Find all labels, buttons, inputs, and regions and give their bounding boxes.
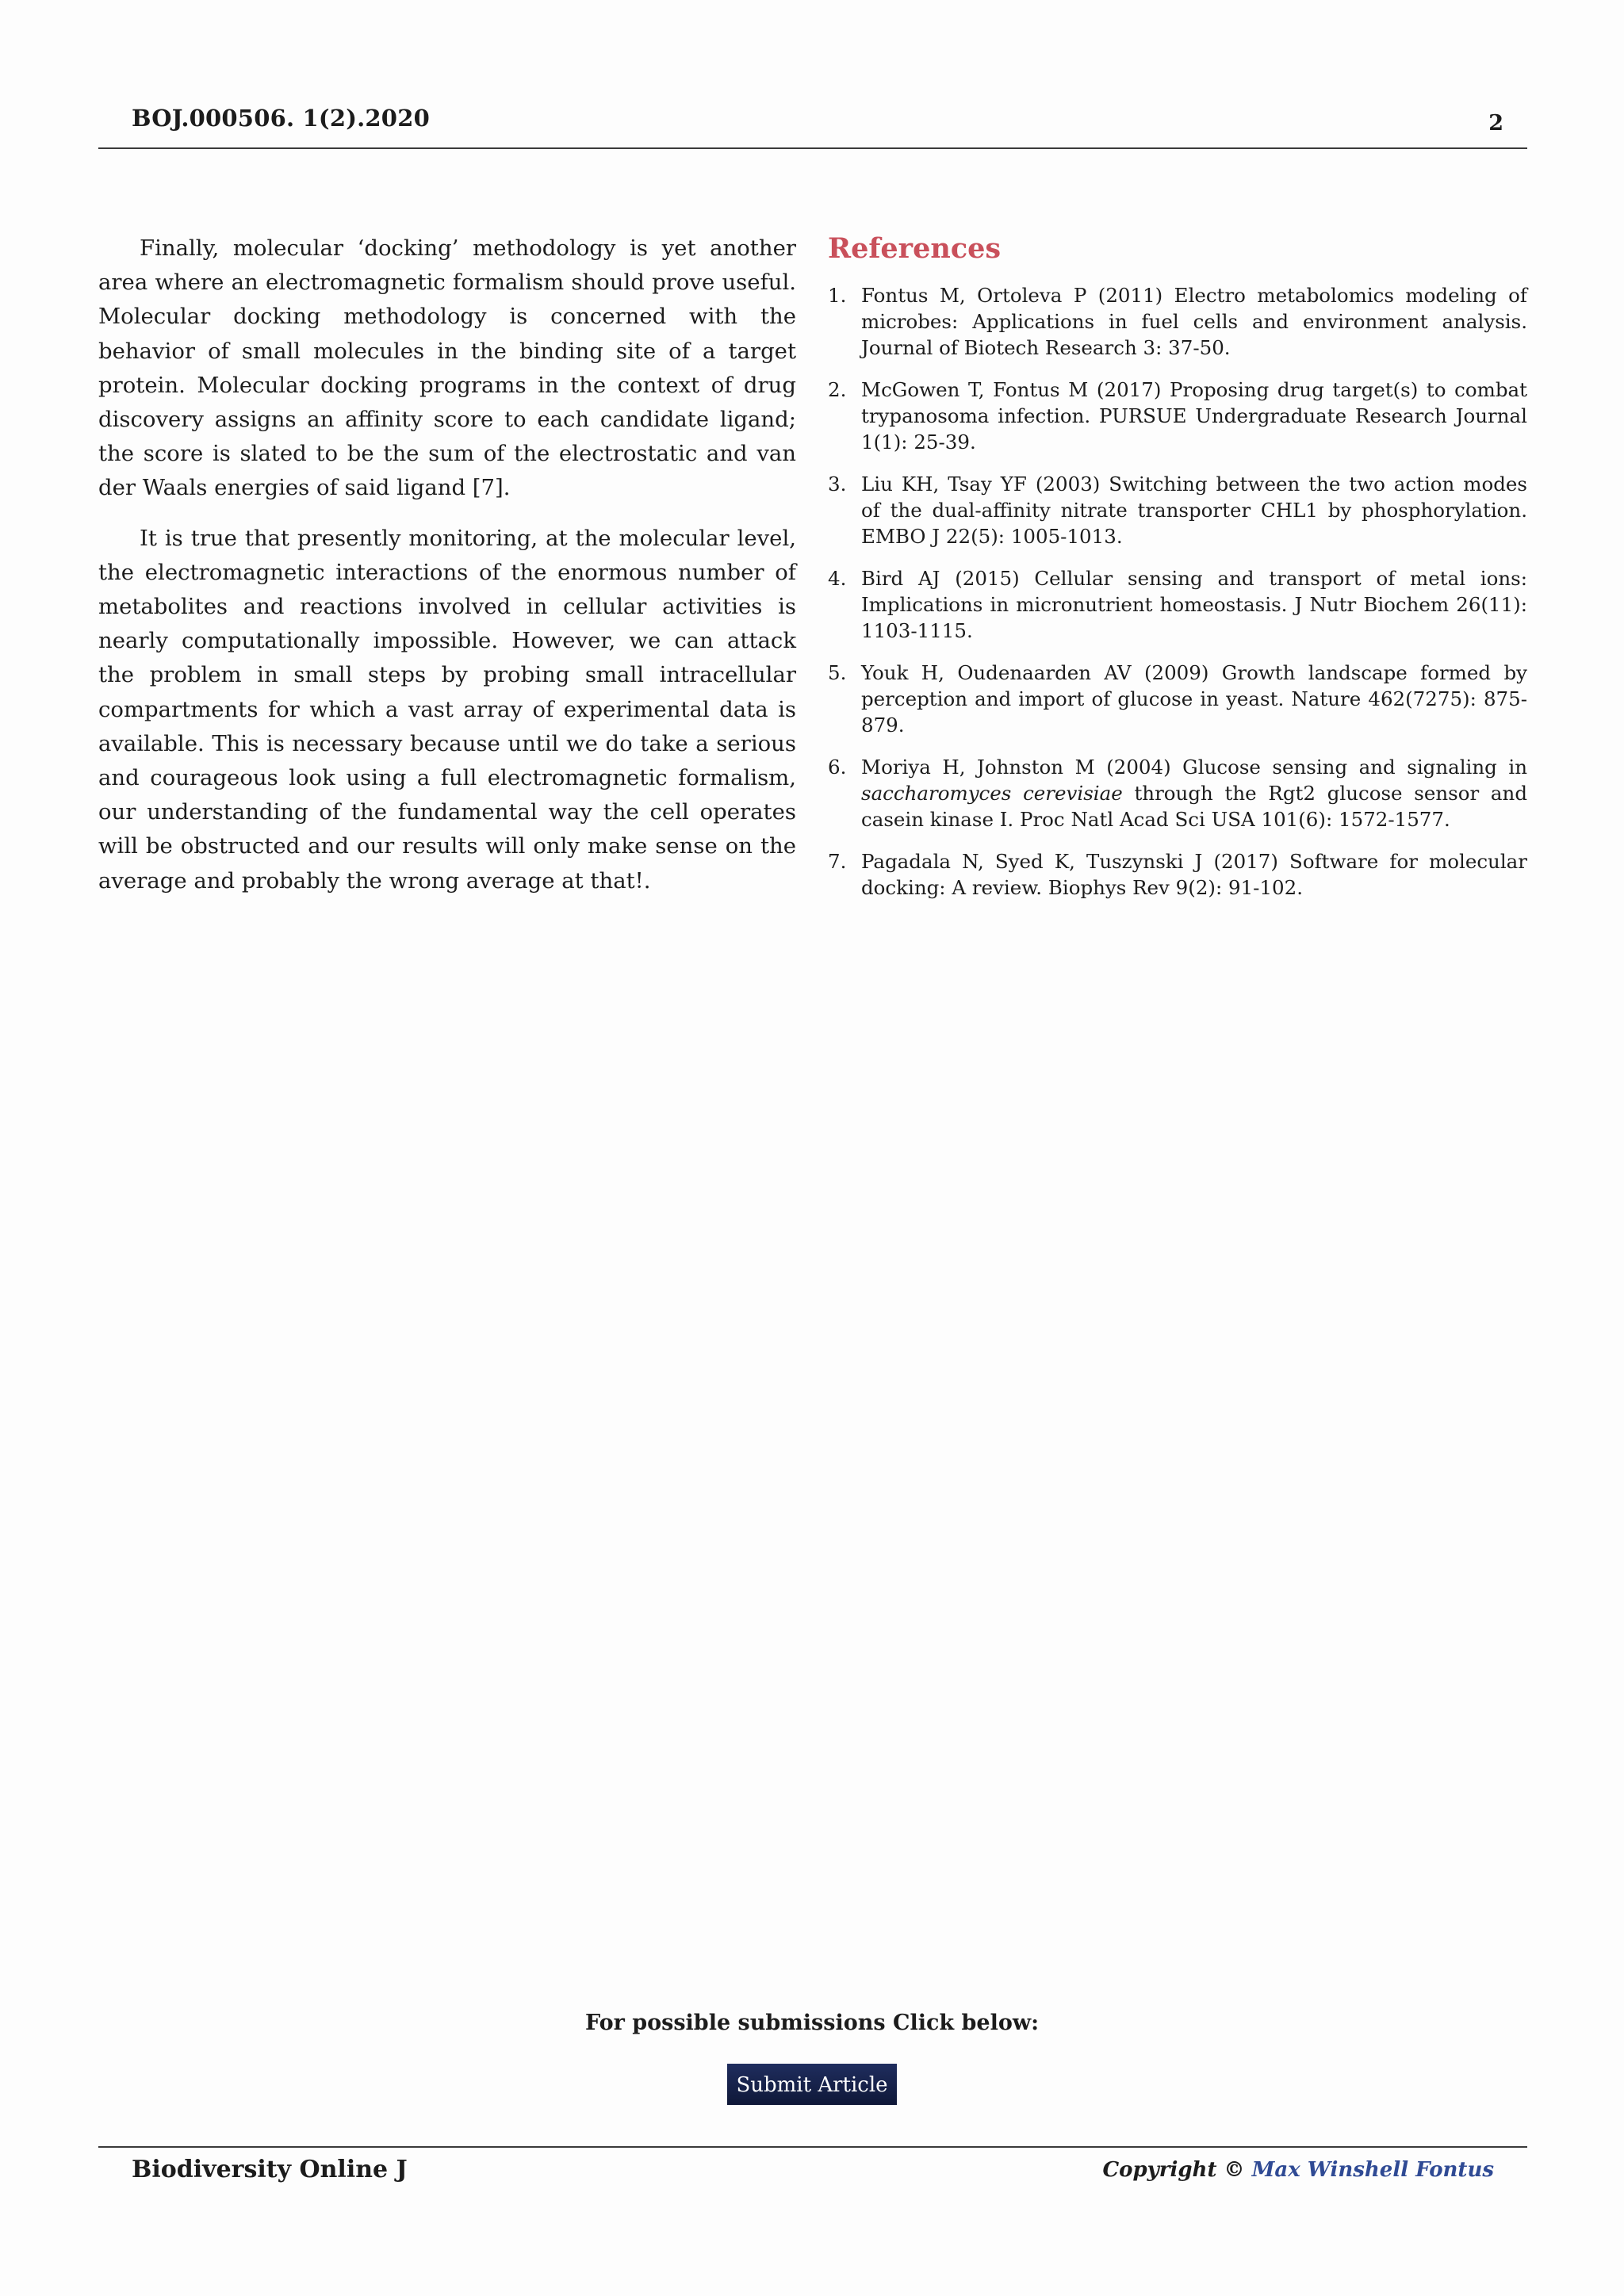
body-paragraph: It is true that presently monitoring, at the molecular level, the electromagnetic interactions of the enormous number of metabolites and reactions involved in cellular activities is nearly computationally impossible. However, we can attack the problem in small steps by probing small intracellular compartments for which a vast array of experimental data is available. This is necessary because until we do take a serious and courageous look using a full electromagnetic formalism, our understanding of the fundamental way the cell operates will be obstructed and our results will only make sense on the average and probably the wrong average at that!. bbox=[98, 525, 796, 894]
reference-text: Youk H, Oudenaarden AV (2009) Growth landscape formed by perception and import of glucose in yeast. Nature 462(7275): 875-879. bbox=[861, 661, 1527, 737]
page-header bbox=[98, 100, 1527, 149]
reference-text-part: Moriya H, Johnston M (2004) Glucose sensing and signaling in bbox=[861, 756, 1527, 779]
reference-text: McGowen T, Fontus M (2017) Proposing drug target(s) to combat trypanosoma infection. PURSUE Undergraduate Research Journal 1(1): 25-39. bbox=[861, 378, 1527, 453]
footer-divider bbox=[98, 2146, 1527, 2148]
reference-item bbox=[828, 282, 1527, 361]
reference-number: 6. bbox=[828, 756, 847, 779]
reference-number: 3. bbox=[828, 473, 847, 496]
reference-number: 7. bbox=[828, 850, 847, 873]
reference-list bbox=[828, 282, 1527, 901]
reference-item bbox=[828, 471, 1527, 549]
reference-item bbox=[828, 660, 1527, 738]
author-link[interactable]: Max Winshell Fontus bbox=[1251, 2158, 1494, 2182]
reference-item bbox=[828, 754, 1527, 832]
page-number: 2 bbox=[1488, 111, 1503, 136]
reference-item bbox=[828, 565, 1527, 644]
reference-item bbox=[828, 848, 1527, 901]
body-paragraph: Finally, molecular ‘docking’ methodology is yet another area where an electromagnetic formalism should prove useful. Molecular docking methodology is concerned with the behavior of small molecules in the binding site of a target protein. Molecular docking programs in the context of drug discovery assigns an affinity score to each candidate ligand; the score is slated to be the sum of the electrostatic and van der Waals energies of said ligand [7]. bbox=[98, 235, 796, 501]
reference-text: Pagadala N, Syed K, Tuszynski J (2017) Software for molecular docking: A review. Biophys Rev 9(2): 91-102. bbox=[861, 850, 1527, 899]
reference-number: 5. bbox=[828, 661, 847, 684]
references-section bbox=[828, 230, 1527, 916]
reference-number: 1. bbox=[828, 284, 847, 307]
footer-journal-name: Biodiversity Online J bbox=[132, 2156, 408, 2183]
reference-text: Fontus M, Ortoleva P (2011) Electro metabolomics modeling of microbes: Applications in fuel cells and environment analysis. Journal of Biotech Research 3: 37-50. bbox=[861, 284, 1527, 359]
submission-prompt: For possible submissions Click below: bbox=[584, 2011, 1040, 2035]
journal-id: BOJ.000506. 1(2).2020 bbox=[132, 105, 430, 132]
body-column bbox=[98, 232, 796, 914]
references-heading: References bbox=[828, 232, 1002, 265]
submit-article-button[interactable]: Submit Article bbox=[727, 2064, 897, 2105]
reference-number: 2. bbox=[828, 378, 847, 401]
reference-text bbox=[861, 754, 1527, 832]
reference-text: Bird AJ (2015) Cellular sensing and transport of metal ions: Implications in micronutrient homeostasis. J Nutr Biochem 26(11): 1103-1115. bbox=[861, 567, 1527, 642]
reference-text: Liu KH, Tsay YF (2003) Switching between the two action modes of the dual-affinity nitrate transporter CHL1 by phosphorylation. EMBO J 22(5): 1005-1013. bbox=[861, 473, 1527, 548]
copyright-label: Copyright © bbox=[1102, 2158, 1252, 2182]
reference-item bbox=[828, 377, 1527, 455]
footer-copyright bbox=[1102, 2158, 1494, 2182]
reference-number: 4. bbox=[828, 567, 847, 590]
species-name: saccharomyces cerevisiae bbox=[861, 782, 1123, 805]
reference-text-part: through the Rgt2 glucose sensor and casein kinase I. Proc Natl Acad Sci USA 101(6): 1572-1577. bbox=[861, 782, 1528, 831]
